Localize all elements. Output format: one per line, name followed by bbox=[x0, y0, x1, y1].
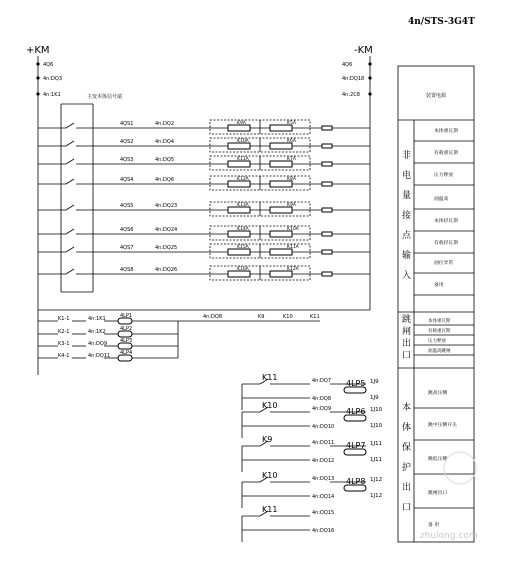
row-label-a: 4QS5 bbox=[120, 203, 134, 209]
section3-label-char: 护 bbox=[402, 463, 412, 473]
prot-lp-label: 4LP7 bbox=[346, 441, 366, 450]
drawing-title: 4n/STS-3G4T bbox=[408, 17, 475, 27]
protection-row bbox=[242, 401, 383, 438]
right-terminal-label: 4n:DQ18 bbox=[342, 76, 365, 82]
left-terminal-label: 4n:1K1 bbox=[43, 92, 61, 98]
relay-label-2: K12A bbox=[287, 267, 299, 272]
section2-label-char: 闸 bbox=[402, 327, 412, 337]
protection-row bbox=[242, 435, 382, 472]
sidebar-table bbox=[398, 66, 474, 542]
prot-out1-label: 1J12 bbox=[370, 477, 383, 483]
terminal-dot bbox=[36, 76, 39, 79]
lower-label-c: 4LP3 bbox=[120, 338, 133, 344]
top-terminal-labels bbox=[36, 62, 371, 98]
contact-switch bbox=[66, 229, 74, 234]
relay-label-1: K13A bbox=[237, 203, 249, 208]
row-label-b: 4n:DQ26 bbox=[155, 267, 178, 273]
section3-item: 备 用 bbox=[428, 523, 440, 528]
contact-switch bbox=[66, 247, 74, 252]
row-label-b: 4n:DQ25 bbox=[155, 245, 178, 251]
prot-top-label: 4n:DQ13 bbox=[312, 476, 335, 482]
signal-row bbox=[38, 266, 370, 280]
lower-label-b: 4n:1K2 bbox=[88, 329, 106, 335]
row-label-a: 4QS8 bbox=[120, 267, 134, 273]
prot-out2-label: 1J10 bbox=[370, 423, 383, 429]
prot-lp-label: 4LP8 bbox=[346, 477, 366, 486]
signal-row bbox=[38, 156, 370, 170]
section2-item: 压力释放 bbox=[428, 339, 446, 344]
lower-rows bbox=[38, 313, 178, 361]
row-label-a: 4QS7 bbox=[120, 245, 134, 251]
prot-out1-label: 1J10 bbox=[370, 407, 383, 413]
section1-item: 压力释放 bbox=[434, 173, 454, 178]
prot-top-label: 4n:DQ11 bbox=[312, 440, 335, 446]
section3-label-char: 体 bbox=[402, 423, 412, 433]
mid-label-k10: K10 bbox=[283, 314, 293, 320]
section3-label-char: 口 bbox=[402, 503, 412, 513]
resistor bbox=[322, 162, 332, 166]
resistor bbox=[322, 232, 332, 236]
section1-label-char: 入 bbox=[402, 271, 412, 281]
sidebar-top-cell: 装置电源 bbox=[426, 93, 447, 99]
row-label-b: 4n:DQ4 bbox=[155, 139, 175, 145]
mid-label-k9: K9 bbox=[258, 314, 265, 320]
section1-label-char: 点 bbox=[402, 231, 412, 241]
row-label-b: 4n:DQ23 bbox=[155, 203, 178, 209]
section3-item: 跳中压侧开关 bbox=[428, 423, 457, 428]
section3-item: 跳闸出口 bbox=[428, 491, 448, 496]
mid-label-k11: K11 bbox=[310, 314, 320, 320]
prot-relay-label: K11 bbox=[262, 505, 278, 514]
protection-row bbox=[242, 505, 334, 542]
prot-bot-label: 4n:DQ10 bbox=[312, 424, 335, 430]
right-terminal-label: 4n:2C8 bbox=[342, 92, 360, 98]
left-terminal-label: 4n:DQ3 bbox=[43, 76, 63, 82]
relay-label-2: K8A bbox=[287, 177, 296, 182]
section2-label-char: 出 bbox=[402, 339, 412, 349]
resistor bbox=[322, 272, 332, 276]
relay-label-1: K15A bbox=[237, 245, 249, 250]
row-label-b: 4n:DQ24 bbox=[155, 227, 178, 233]
resistor bbox=[322, 144, 332, 148]
section1-item: 有载轻瓦斯 bbox=[434, 241, 458, 246]
section3-label-char: 出 bbox=[402, 483, 412, 493]
row-label-a: 4QS2 bbox=[120, 139, 134, 145]
relay-label-2: K7A bbox=[287, 157, 296, 162]
lower-label-a: K3-1 bbox=[58, 341, 70, 347]
relay-label-1: K16A bbox=[237, 267, 249, 272]
lower-row bbox=[38, 338, 178, 349]
row-label-b: 4n:DQ5 bbox=[155, 157, 175, 163]
prot-lp-label: 4LP5 bbox=[346, 379, 366, 388]
left-terminal-label: 4Q6 bbox=[43, 62, 54, 68]
section1-item: 有载重瓦斯 bbox=[434, 151, 458, 156]
terminal-dot bbox=[368, 62, 371, 65]
relay-label-1: K10A bbox=[237, 139, 249, 144]
section1-item: 备用 bbox=[434, 283, 444, 288]
relay-label-2: K10A bbox=[287, 227, 299, 232]
section1-label-char: 输 bbox=[402, 251, 412, 261]
positive-rail-label: +KM bbox=[26, 45, 50, 56]
prot-bot-label: 4n:DQ16 bbox=[312, 528, 335, 534]
lower-label-a: K2-1 bbox=[58, 329, 70, 335]
negative-rail-label: -KM bbox=[354, 45, 373, 56]
contact-switch bbox=[66, 141, 74, 146]
right-terminal-label: 4Q6 bbox=[342, 62, 353, 68]
protection-row bbox=[242, 471, 382, 508]
signal-row bbox=[38, 226, 370, 240]
resistor bbox=[322, 250, 332, 254]
row-label-b: 4n:DQ6 bbox=[155, 177, 175, 183]
lower-row bbox=[38, 326, 178, 337]
contact-switch bbox=[66, 179, 74, 184]
prot-out1-label: 1J11 bbox=[370, 441, 383, 447]
lower-label-a: K4-1 bbox=[58, 353, 70, 359]
prot-out2-label: 1J11 bbox=[370, 457, 383, 463]
section1-item: 本体轻瓦斯 bbox=[434, 219, 458, 224]
prot-relay-label: K10 bbox=[262, 471, 278, 480]
lower-row bbox=[38, 313, 178, 324]
section1-item: 本体重瓦斯 bbox=[434, 129, 458, 134]
prot-top-label: 4n:DQ7 bbox=[312, 378, 332, 384]
relay-label-1: K14A bbox=[237, 227, 249, 232]
section1-label-char: 接 bbox=[402, 211, 412, 221]
mid-label-dq8: 4n:DQ8 bbox=[203, 314, 223, 320]
contact-enclosure bbox=[61, 104, 93, 292]
prot-bot-label: 4n:DQ14 bbox=[312, 494, 335, 500]
prot-out2-label: 1J9 bbox=[370, 395, 379, 401]
contact-switch bbox=[66, 123, 74, 128]
signal-row bbox=[38, 244, 370, 258]
section3-item: 跳高压侧 bbox=[428, 391, 448, 396]
terminal-dot bbox=[368, 76, 371, 79]
row-label-a: 4QS3 bbox=[120, 157, 134, 163]
prot-relay-label: K9 bbox=[262, 435, 273, 444]
prot-bot-label: 4n:DQ8 bbox=[312, 396, 332, 402]
terminal-dot bbox=[368, 92, 371, 95]
prot-lp-label: 4LP6 bbox=[346, 407, 366, 416]
section2-label-char: 口 bbox=[402, 351, 412, 361]
row-label-b: 4n:DQ2 bbox=[155, 121, 175, 127]
lower-label-a: K1-1 bbox=[58, 316, 70, 322]
row-label-a: 4QS1 bbox=[120, 121, 134, 127]
signal-rows bbox=[38, 120, 370, 280]
watermark-text: zhulong.com bbox=[420, 531, 478, 541]
section3-label-char: 保 bbox=[402, 443, 412, 453]
lower-label-c: 4LP1 bbox=[120, 313, 133, 319]
signal-row bbox=[38, 138, 370, 152]
terminal-dot bbox=[36, 62, 39, 65]
contact-switch bbox=[66, 159, 74, 164]
resistor bbox=[322, 182, 332, 186]
lower-label-b: 4n:DQ9 bbox=[88, 341, 108, 347]
section1-item: 油温高 bbox=[434, 197, 449, 202]
lower-row bbox=[38, 350, 178, 361]
row-label-a: 4QS4 bbox=[120, 177, 134, 183]
contact-switch bbox=[66, 205, 74, 210]
relay-label-1: K11A bbox=[237, 157, 249, 162]
prot-top-label: 4n:DQ15 bbox=[312, 510, 335, 516]
section1-label-char: 非 bbox=[402, 151, 412, 161]
section1-item: 油位异常 bbox=[434, 261, 454, 266]
signal-row bbox=[38, 202, 370, 216]
prot-bot-label: 4n:DQ12 bbox=[312, 458, 335, 464]
prot-relay-label: K11 bbox=[262, 373, 278, 382]
prot-top-label: 4n:DQ9 bbox=[312, 406, 332, 412]
resistor bbox=[322, 208, 332, 212]
section1-label-char: 量 bbox=[402, 191, 412, 201]
prot-out2-label: 1J12 bbox=[370, 493, 383, 499]
signal-row bbox=[38, 120, 370, 134]
section2-label-char: 跳 bbox=[402, 315, 412, 325]
watermark-logo bbox=[444, 452, 476, 484]
lower-label-b: 4n:DQ11 bbox=[88, 353, 111, 359]
relay-label-2: K5A bbox=[287, 121, 296, 126]
relay-label-1: K9A bbox=[237, 121, 246, 126]
relay-label-2: K6A bbox=[287, 139, 296, 144]
section2-item: 油温高跳闸 bbox=[428, 349, 451, 354]
terminal-dot bbox=[36, 92, 39, 95]
resistor bbox=[322, 126, 332, 130]
contact-group-label: 主变本体信号端 bbox=[87, 94, 123, 100]
lower-label-b: 4n:1K1 bbox=[88, 316, 106, 322]
prot-relay-label: K10 bbox=[262, 401, 278, 410]
section3-label-char: 本 bbox=[402, 403, 412, 413]
relay-label-2: K11A bbox=[287, 245, 299, 250]
section2-item: 本体重瓦斯 bbox=[428, 319, 451, 324]
relay-label-2: K9A bbox=[287, 203, 296, 208]
section3-item: 跳低压侧 bbox=[428, 457, 448, 462]
prot-out1-label: 1J9 bbox=[370, 379, 379, 385]
section2-item: 有载重瓦斯 bbox=[428, 329, 451, 334]
relay-label-1: K12A bbox=[237, 177, 249, 182]
lower-label-c: 4LP2 bbox=[120, 326, 133, 332]
section1-label-char: 电 bbox=[402, 171, 412, 181]
signal-row bbox=[38, 176, 370, 190]
contact-switch bbox=[66, 269, 74, 274]
row-label-a: 4QS6 bbox=[120, 227, 134, 233]
protection-rows bbox=[242, 373, 383, 542]
lower-label-c: 4LP4 bbox=[120, 350, 133, 356]
